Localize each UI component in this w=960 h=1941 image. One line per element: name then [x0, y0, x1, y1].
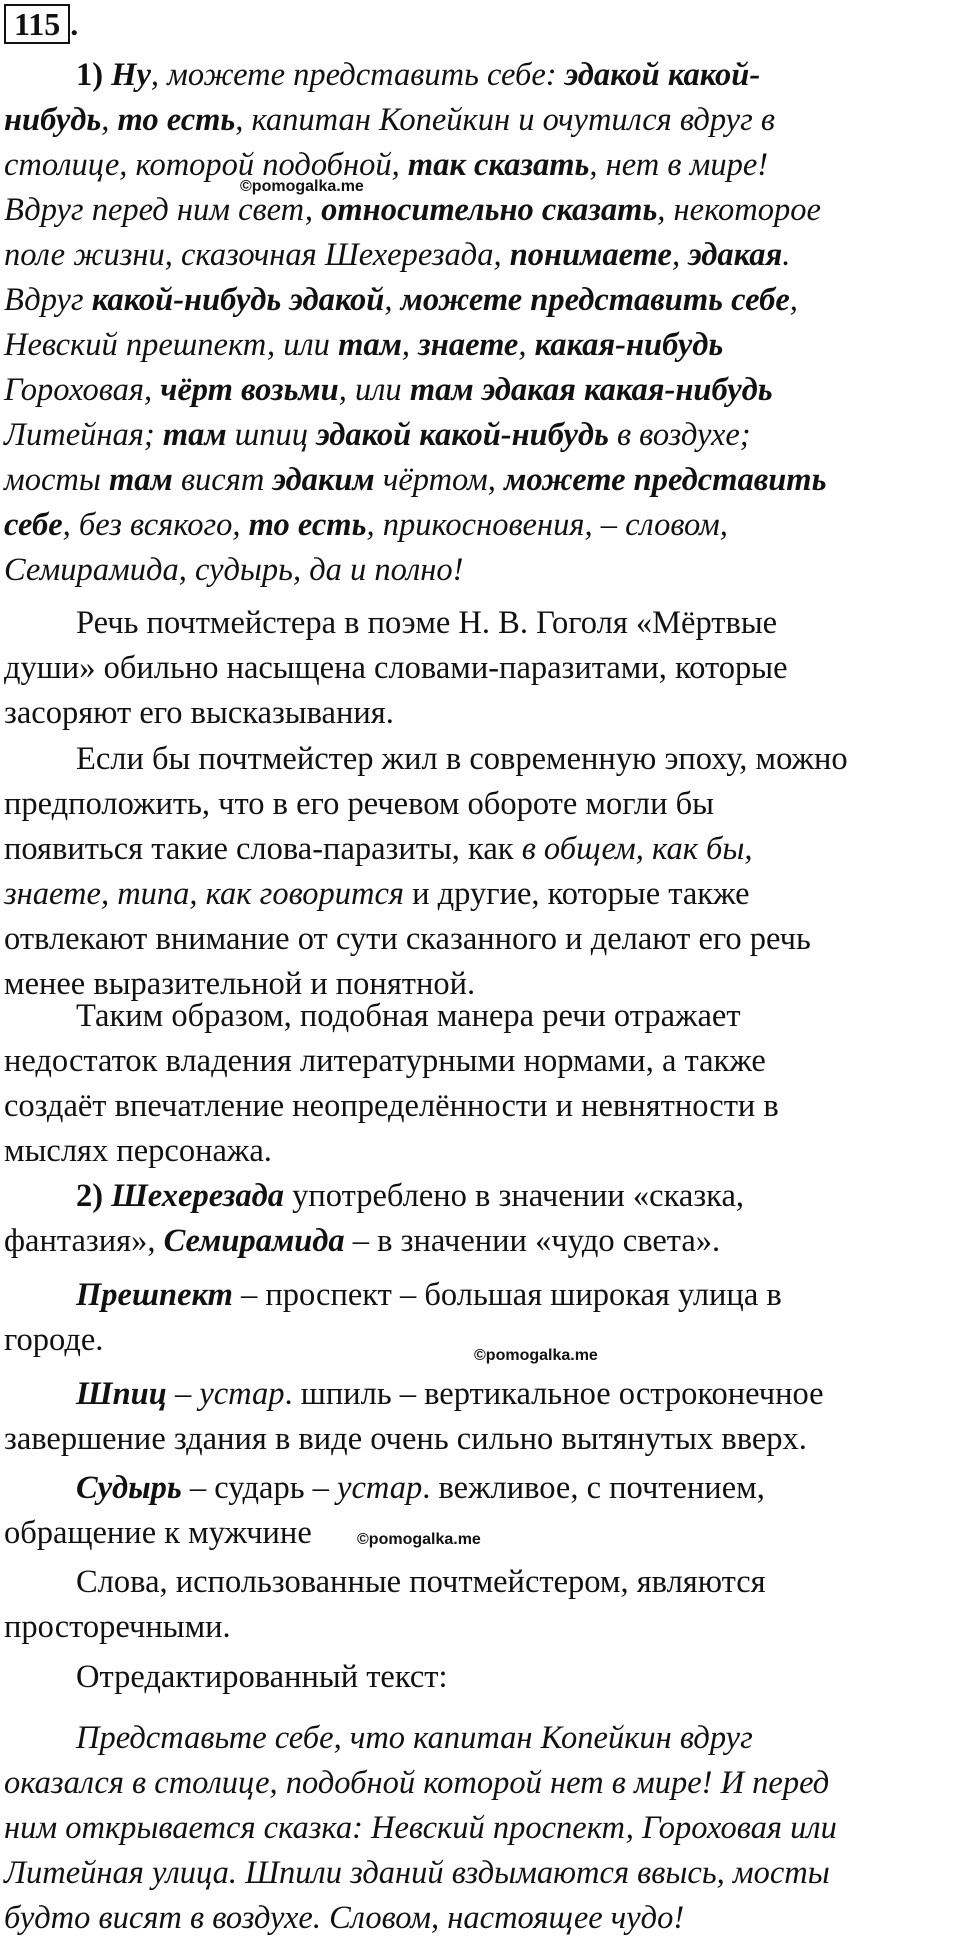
text-run: городе. — [4, 1322, 104, 1358]
italic-run: , без всякого, — [62, 507, 249, 543]
bold-run: Судырь — [76, 1470, 182, 1506]
text-line — [4, 1605, 960, 1650]
text-line — [4, 1084, 960, 1129]
text-run: и другие, которые также — [404, 876, 750, 912]
paragraph-task-2 — [4, 1174, 960, 1264]
text-run: души» обильно насыщена словами-паразитами, которые — [4, 650, 788, 686]
text-line — [4, 1417, 960, 1462]
text-run: Слова, использованные почтмейстером, являются — [76, 1564, 766, 1600]
text-run: создаёт впечатление неопределённости и невнятности в — [4, 1088, 779, 1124]
bold-run: там эдакая какая-нибудь — [409, 372, 773, 408]
text-line — [4, 53, 960, 98]
italic-run: Невский прешпект, или — [4, 327, 339, 363]
paragraph-edited-heading — [4, 1655, 960, 1700]
italic-run: Гороховая, — [4, 372, 161, 408]
italic-run: устар — [337, 1470, 423, 1506]
paragraph-shpits — [4, 1372, 960, 1462]
text-line — [4, 188, 960, 233]
exercise-number-box: 115 — [4, 4, 70, 44]
text-run: предположить, что в его речевом обороте могли бы — [4, 786, 715, 822]
text-line — [4, 1560, 960, 1605]
text-line — [4, 233, 960, 278]
text-line — [4, 782, 960, 827]
italic-run: Вдруг — [4, 282, 92, 318]
text-run: отвлекают внимание от сути сказанного и делают его речь — [4, 921, 811, 957]
text-run: фантазия», — [4, 1223, 164, 1259]
italic-run: , капитан Копейкин и очутился вдруг в — [235, 102, 775, 138]
bold-run: себе — [4, 507, 63, 543]
text-run: менее выразительной и понятной. — [4, 966, 476, 1002]
bold-run: там — [162, 417, 227, 453]
text-run: Если бы почтмейстер жил в современную эпоху, можно — [76, 741, 848, 777]
text-line — [4, 827, 960, 872]
italic-run: чёртом, — [374, 462, 505, 498]
text-line — [4, 1273, 960, 1318]
text-line — [4, 1174, 960, 1219]
bold-run: 2) — [76, 1178, 112, 1214]
text-run: недостаток владения литературными нормами, а также — [4, 1043, 766, 1079]
text-line — [4, 413, 960, 458]
italic-run: , — [101, 102, 118, 138]
italic-run: столице, которой подобной, — [4, 147, 408, 183]
text-run: Речь почтмейстера в поэме Н. В. Гоголя «Мёртвые — [76, 605, 778, 641]
bold-run: эдакой какой- — [564, 57, 761, 93]
text-run: – сударь – — [181, 1470, 338, 1506]
italic-run: , нет в мире! — [589, 147, 769, 183]
text-line — [4, 278, 960, 323]
text-run: обращение к мужчине — [4, 1515, 312, 1551]
text-run: Таким образом, подобная манера речи отражает — [76, 998, 741, 1034]
bold-run: то есть — [117, 102, 236, 138]
italic-run: Литейная улица. Шпили зданий вздымаются ввысь, мосты — [4, 1855, 830, 1891]
text-line — [4, 368, 960, 413]
text-run: мыслях персонажа. — [4, 1133, 272, 1169]
bold-run: можете представить — [504, 462, 827, 498]
paragraph-sudyr — [4, 1466, 960, 1556]
bold-run: там — [109, 462, 173, 498]
exercise-number-dot: . — [70, 6, 79, 42]
text-run: употреблено в значении «сказка, — [284, 1178, 745, 1214]
bold-run: эдаким — [272, 462, 375, 498]
bold-run: нибудь — [4, 102, 102, 138]
italic-run: знаете, типа, как говорится — [4, 876, 404, 912]
text-run: – проспект – большая широкая улица в — [232, 1277, 782, 1313]
italic-run: устар — [199, 1376, 285, 1412]
text-run: . вежливое, с почтением, — [422, 1470, 765, 1506]
bold-run: можете представить себе — [400, 282, 790, 318]
exercise-number — [4, 4, 78, 44]
italic-run: шпиц — [226, 417, 317, 453]
italic-run: будто висят в воздухе. Словом, настоящее чудо! — [4, 1900, 685, 1936]
text-line — [4, 143, 960, 188]
watermark: ©pomogalka.me — [240, 178, 364, 195]
text-line — [4, 1896, 960, 1941]
text-line — [4, 1466, 960, 1511]
bold-run: Шехерезада — [111, 1178, 285, 1214]
bold-run: понимаете — [509, 237, 672, 273]
text-line — [4, 98, 960, 143]
text-line — [4, 1039, 960, 1084]
bold-run: какой-нибудь эдакой — [91, 282, 385, 318]
text-line — [4, 872, 960, 917]
bold-run: Шпиц — [76, 1376, 167, 1412]
bold-run: чёрт возьми — [160, 372, 339, 408]
text-line — [4, 1806, 960, 1851]
text-line — [4, 1129, 960, 1174]
italic-run: Представьте себе, что капитан Копейкин вдруг — [76, 1720, 753, 1756]
text-line — [4, 1851, 960, 1896]
text-line — [4, 503, 960, 548]
text-run: . шпиль – вертикальное остроконечное — [284, 1376, 824, 1412]
watermark: ©pomogalka.me — [357, 1531, 481, 1548]
text-line — [4, 646, 960, 691]
italic-run: , некоторое — [657, 192, 821, 228]
italic-run: Вдруг перед ним свет, — [4, 192, 322, 228]
italic-run: , — [671, 237, 689, 273]
text-line — [4, 1219, 960, 1264]
bold-run: знаете — [418, 327, 519, 363]
text-run: засоряют его высказывания. — [4, 695, 394, 731]
text-line — [4, 1761, 960, 1806]
text-line — [4, 323, 960, 368]
bold-run: Ну — [111, 57, 151, 93]
paragraph-conclusion — [4, 994, 960, 1174]
text-line — [4, 1716, 960, 1761]
text-line — [4, 994, 960, 1039]
italic-run: . — [782, 237, 791, 273]
bold-run: Прешпект — [76, 1277, 233, 1313]
italic-run: , — [401, 327, 419, 363]
text-line — [4, 691, 960, 736]
italic-run: ним открывается сказка: Невский проспект, Гороховая или — [4, 1810, 837, 1846]
italic-run: оказался в столице, подобной которой нет в мире! И перед — [4, 1765, 830, 1801]
italic-run: , прикосновения, – словом, — [366, 507, 728, 543]
text-line — [4, 1511, 960, 1556]
bold-run: относительно сказать — [321, 192, 658, 228]
italic-run: в воздухе; — [608, 417, 751, 453]
paragraph-quote — [4, 53, 960, 593]
watermark: ©pomogalka.me — [474, 1347, 598, 1364]
bold-run: так сказать — [407, 147, 590, 183]
italic-run: , — [789, 282, 798, 318]
text-line — [4, 458, 960, 503]
italic-run: , или — [338, 372, 410, 408]
bold-run: 1) — [76, 57, 112, 93]
text-line — [4, 1655, 960, 1700]
italic-run: мосты — [4, 462, 110, 498]
italic-run: , можете представить себе: — [150, 57, 565, 93]
text-line — [4, 601, 960, 646]
text-line — [4, 737, 960, 782]
italic-run: поле жизни, сказочная Шехерезада, — [4, 237, 510, 273]
text-run: Отредактированный текст: — [76, 1659, 448, 1695]
bold-run: то есть — [248, 507, 367, 543]
text-run: просторечными. — [4, 1609, 231, 1645]
italic-run: висят — [172, 462, 273, 498]
italic-run: Литейная; — [4, 417, 163, 453]
text-line — [4, 917, 960, 962]
paragraph-prostorechnye — [4, 1560, 960, 1650]
italic-run: Семирамида, судырь, да и полно! — [4, 552, 464, 588]
bold-run: эдакой какой-нибудь — [316, 417, 609, 453]
paragraph-speech-analysis — [4, 601, 960, 736]
text-run: – в значении «чудо света». — [344, 1223, 721, 1259]
text-run: завершение здания в виде очень сильно вытянутых вверх. — [4, 1421, 807, 1457]
text-run: появиться такие слова-паразиты, как — [4, 831, 522, 867]
paragraph-modern-era — [4, 737, 960, 1007]
italic-run: , — [384, 282, 401, 318]
bold-run: эдакая — [688, 237, 783, 273]
bold-run: Семирамида — [163, 1223, 345, 1259]
paragraph-edited-text — [4, 1716, 960, 1941]
bold-run: там — [338, 327, 402, 363]
italic-run: в общем, как бы, — [521, 831, 753, 867]
text-line — [4, 548, 960, 593]
bold-run: какая-нибудь — [534, 327, 724, 363]
text-run: – — [166, 1376, 200, 1412]
italic-run: , — [518, 327, 535, 363]
text-line — [4, 1372, 960, 1417]
